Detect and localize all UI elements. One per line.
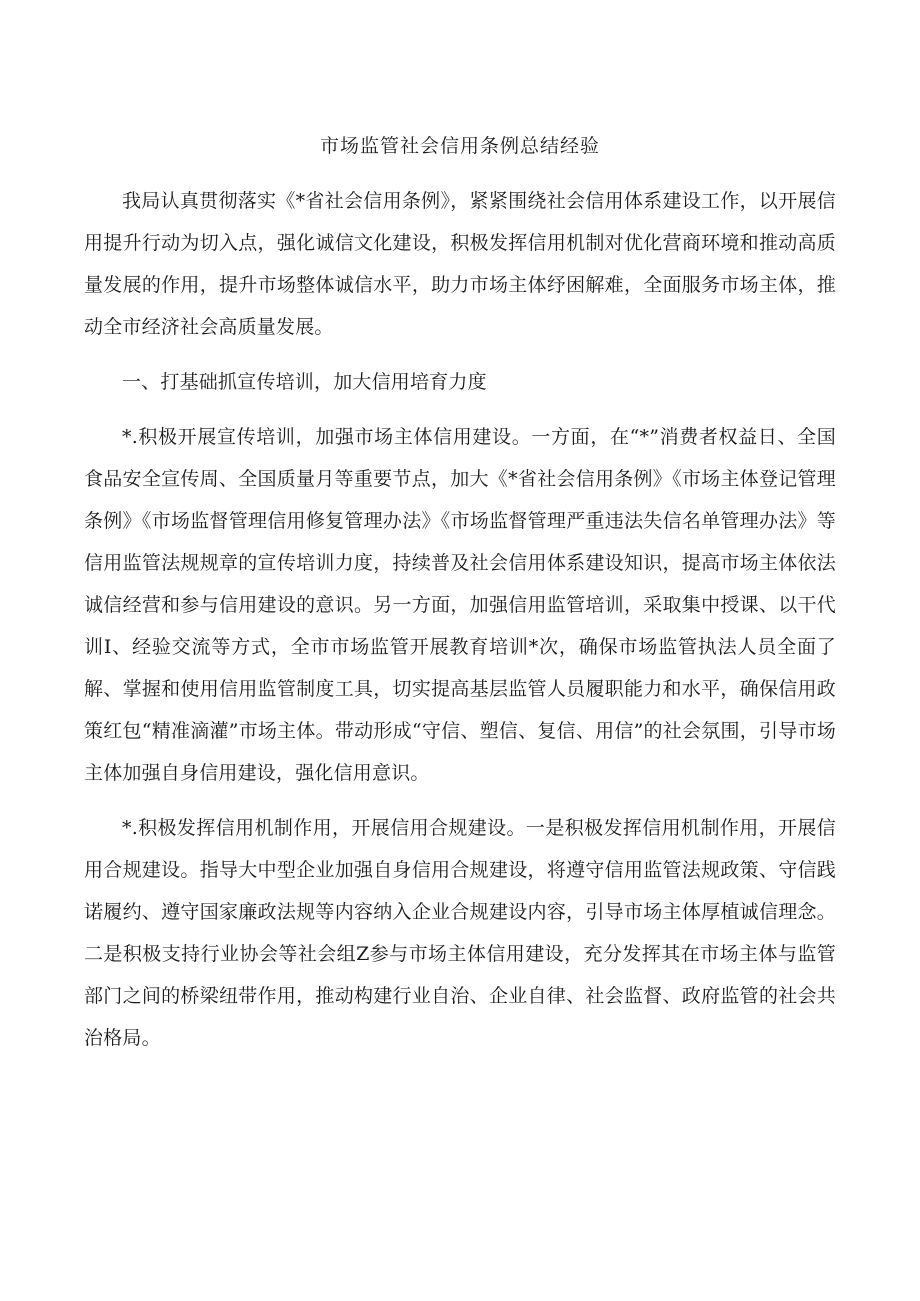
paragraph-training: *.积极开展宣传培训，加强市场主体信用建设。一方面，在“*”消费者权益日、全国食品安全宣传周、全国质量月等重要节点，加大《*省社会信用条例》《市场主体登记管理条例》《市场监督管理信用修复管理办法》《市场监督管理严重违法失信名单管理办法》等信用监管法规规章的宣传培训力度，持续普及社会信用体系建设知识，提高市场主体依法诚信经营和参与信用建设的意识。另一方面，加强信用监管培训，采取集中授课、以干代训I、经验交流等方式，全市市场监管开展教育培训*次，确保市场监管执法人员全面了解、掌握和使用信用监管制度工具，切实提高基层监管人员履职能力和水平，确保信用政策红包“精准滴灌”市场主体。带动形成“守信、塑信、复信、用信”的社会氛围，引导市场主体加强自身信用建设，强化信用意识。 (84, 426, 836, 784)
paragraph-credit-mechanism: *.积极发挥信用机制作用，开展信用合规建设。一是积极发挥信用机制作用，开展信用合规建设。指导大中型企业加强自身信用合规建设，将遵守信用监管法规政策、守信践诺履约、遵守国家廉政法规等内容纳入企业合规建设内容，引导市场主体厚植诚信理念。二是积极支持行业协会等社会组Z参与市场主体信用建设，充分发挥其在市场主体与监管部门之间的桥梁纽带作用，推动构建行业自治、企业自律、社会监督、政府监管的社会共治格局。 (84, 817, 836, 1049)
document-body (84, 180, 836, 1072)
intro-paragraph: 我局认真贯彻落实《*省社会信用条例》，紧紧围绕社会信用体系建设工作，以开展信用提升行动为切入点，强化诚信文化建设，积极发挥信用机制对优化营商环境和推动高质量发展的作用，提升市场整体诚信水平，助力市场主体纾困解难，全面服务市场主体，推动全市经济社会高质量发展。 (84, 190, 836, 338)
document-title: 市场监管社会信用条例总结经验 (319, 135, 600, 157)
section-heading-1: 一、打基础抓宣传培训，加大信用培育力度 (122, 371, 487, 393)
